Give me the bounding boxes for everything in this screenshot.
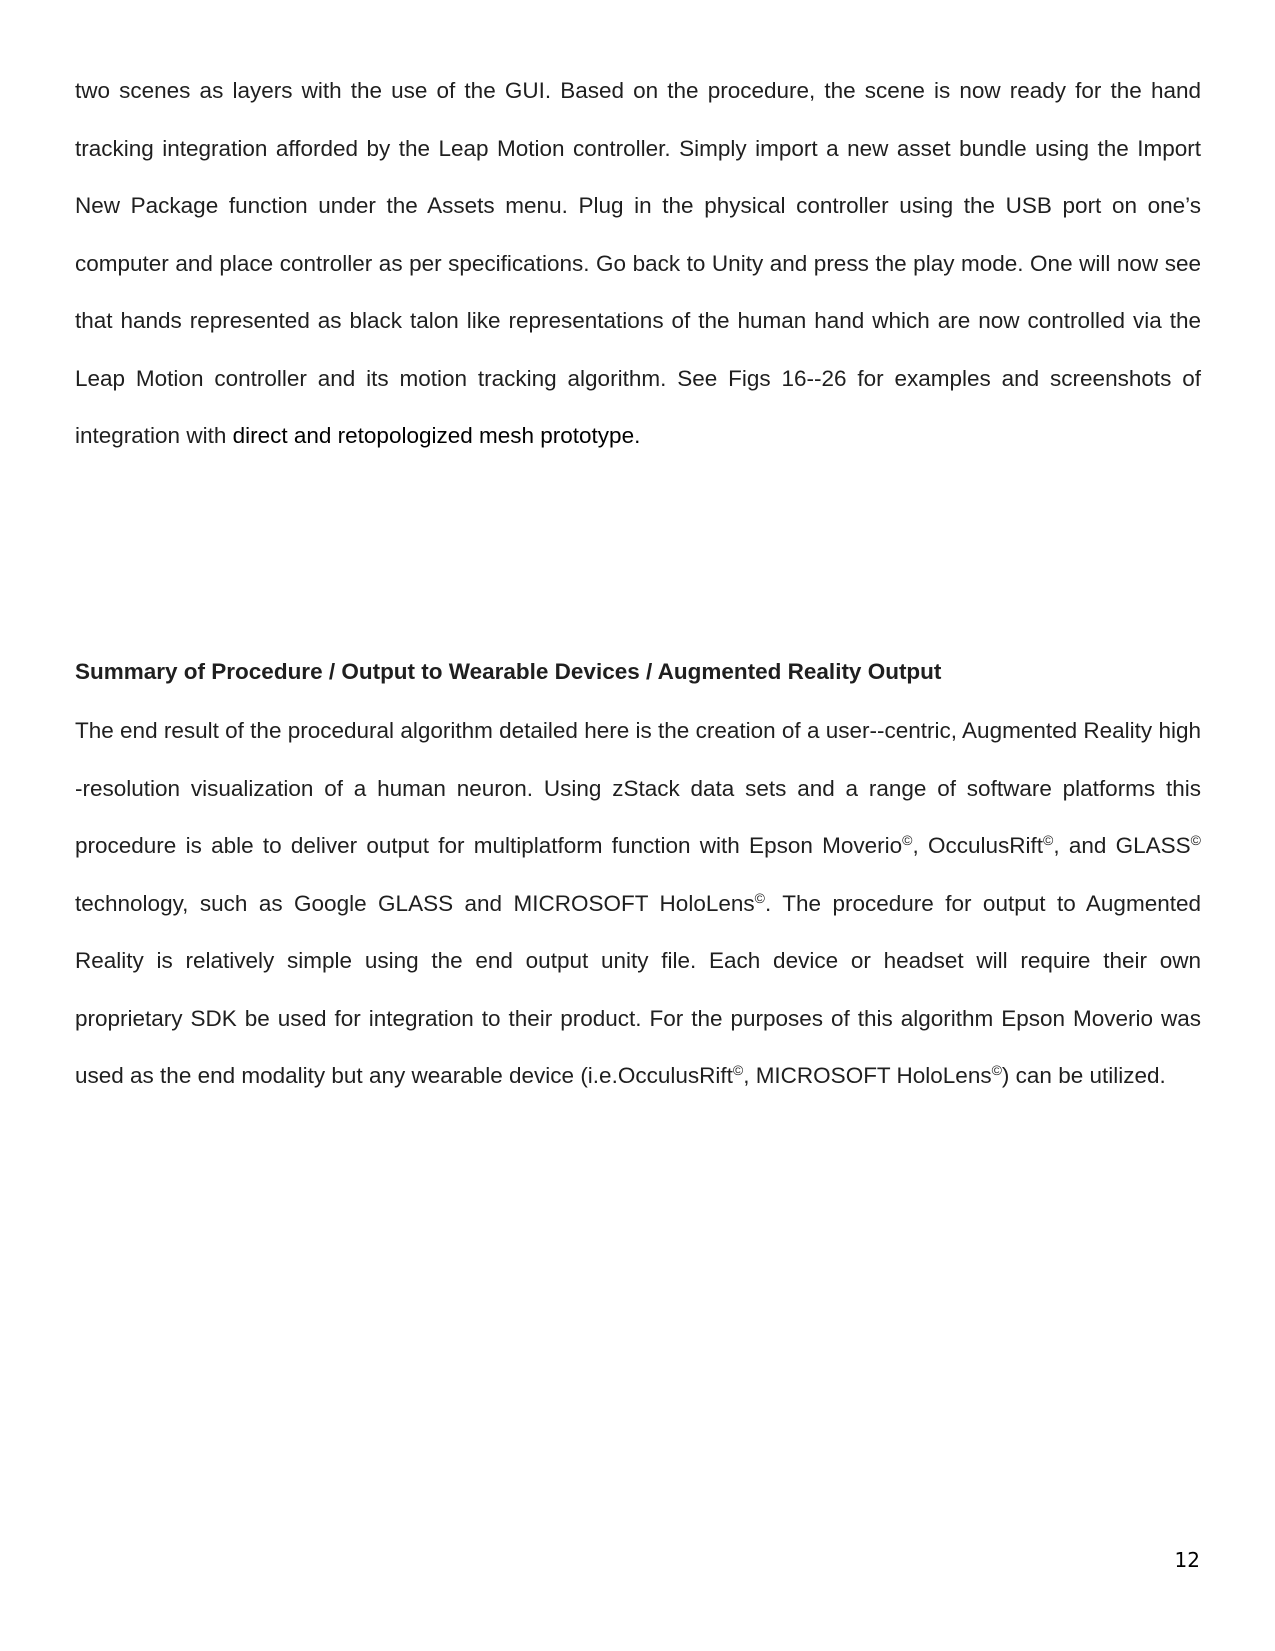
section-heading: Summary of Procedure / Output to Wearable Devices / Augmented Reality Output bbox=[75, 659, 942, 684]
copyright-mark: © bbox=[1043, 832, 1054, 848]
body-paragraph-leap-motion bbox=[75, 62, 1201, 465]
copyright-mark: © bbox=[732, 1062, 744, 1078]
paragraph-text: , OcculusRift bbox=[912, 833, 1043, 858]
paragraph-text: , and GLASS bbox=[1053, 833, 1191, 858]
page-number: 12 bbox=[1174, 1548, 1200, 1572]
paragraph-text: , MICROSOFT HoloLens bbox=[743, 1063, 992, 1088]
body-paragraph-summary bbox=[75, 702, 1201, 1105]
copyright-mark: © bbox=[754, 889, 765, 906]
copyright-mark: © bbox=[902, 832, 913, 848]
paragraph-text-tail: direct and retopologized mesh prototype. bbox=[232, 423, 641, 448]
paragraph-text: . The procedure for output to Augmented Reality is relatively simple using the end output unity file. Each device or headset will require their own proprietary SDK be used for integration to their product. For the purposes of this algorithm Epson Moverio was used as the end modality but any wearable device (i.e.OcculusRift bbox=[75, 890, 1201, 1088]
copyright-mark: © bbox=[1190, 832, 1201, 848]
copyright-mark: © bbox=[991, 1062, 1002, 1078]
paragraph-text: technology, such as Google GLASS and MICROSOFT HoloLens bbox=[75, 890, 755, 916]
paragraph-text: The end result of the procedural algorithm detailed here is the creation of a user--centric, Augmented Reality high -resolution visualization of a human neuron. Using zStack data sets and a range of software platforms this procedure is able to deliver output for multiplatform function with Epson Moverio bbox=[75, 718, 1201, 858]
paragraph-text: two scenes as layers with the use of the GUI. Based on the procedure, the scene is now ready for the hand tracking integration afforded by the Leap Motion controller. Simply import a new asset bundle using the Import New Package function under the Assets menu. Plug in the physical controller using the USB port on one’s computer and place controller as per specifications. Go back to Unity and press the play mode. One will now see that hands represented as black talon like representations of the human hand which are now controlled via the Leap Motion controller and its motion tracking algorithm. See Figs 16--26 for examples and screenshots of integration with bbox=[75, 78, 1201, 448]
paragraph-text: ) can be utilized. bbox=[1001, 1063, 1166, 1088]
